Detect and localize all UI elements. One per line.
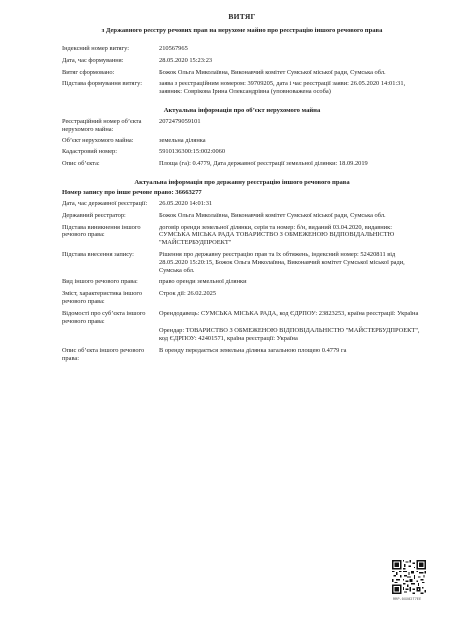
object-value: 5910136300:15:002:0060 [159,148,226,156]
right-label [62,327,159,343]
object-row [62,148,422,156]
right-label: Дата, час державної реєстрації: [62,199,148,207]
right-row [62,200,422,208]
right-section-title: Актуальна інформація про державну реєстрацію іншого речового права [134,178,350,186]
right-row [62,327,422,343]
qr-caption: RRP-0ХХ02Т7ЕЕ [393,597,422,601]
meta-label: Індексний номер витягу: [62,45,130,52]
object-value: 2072479059101 [159,117,201,125]
object-row [62,118,422,134]
object-label: Реєстраційний номер об’єкта нерухомого майна: [62,117,142,133]
right-value: Рішення про державну реєстрацію прав та їх обтяжень, індексний номер: 52420811 від 28.05.2020 15:20:15, Божок Ольга Миколаївна, Виконавчий комітет Сумської міської ради, Сумська обл. [159,250,405,274]
right-label: Відомості про суб’єкта іншого речового права: [62,309,146,325]
meta-value: заява з реєстраційним номером: 39709205, дата і час реєстрації заяви: 26.05.2020 14:01:31, заявник: Соврікова Ірина Олександрівна (уповноважена особа) [159,80,406,96]
object-value: земельна ділянка [159,136,206,144]
right-row [62,290,422,306]
meta-row [62,80,422,96]
document-subtitle: з Державного реєстру речових прав на нерухоме майно про реєстрацію іншого речового права [101,27,383,34]
right-label: Підстава внесення запису: [62,250,134,258]
object-value: Площа (га): 0.4779, Дата державної реєстрації земельної ділянки: 18.09.2019 [159,160,368,168]
right-value: Строк дії: 26.02.2025 [159,290,217,298]
document-title: ВИТЯГ [228,12,256,21]
right-label: Опис об’єкта іншого речового права: [62,346,145,362]
right-row [62,310,422,326]
object-label: Опис об’єкта: [62,160,100,168]
right-label: Вид іншого речового права: [62,278,138,286]
right-value: Орендодавець: СУМСЬКА МІСЬКА РАДА, код ЄДРПОУ: 23823253, країна реєстрації: Україна [159,309,419,317]
object-label: Об’єкт нерухомого майна: [62,136,134,144]
right-value: Орендар: ТОВАРИСТВО З ОБМЕЖЕНОЮ ВІДПОВІДАЛЬНІСТЮ "МАЙСТЕРБУДПРОЕКТ", код ЄДРПОУ: 42401571, країна реєстрації: Україна [159,327,420,343]
object-row [62,137,422,145]
right-value: право оренди земельної ділянки [159,278,247,286]
right-label: Зміст, характеристика іншого речового права: [62,290,143,305]
meta-value: Божок Ольга Миколаївна, Виконавчий комітет Сумської міської ради, Сумська обл. [159,68,386,76]
right-value: договір оренди земельної ділянки, серія та номер: б/н, виданий 03.04.2020, видавник: СУМСЬКА МІСЬКА РАДА ТОВАРИСТВО З ОБМЕЖЕНОЮ ВІДПОВІДАЛЬНІСТЮ "МАЙСТЕРБУДПРОЕКТ" [159,223,395,247]
meta-value: 210567965 [159,45,188,52]
right-section [62,200,422,363]
meta-label: Підстава формування витягу: [62,80,142,88]
meta-row [62,57,422,65]
right-value: В оренду передається земельна ділянка загальною площею 0.4779 га [159,346,347,354]
object-label: Кадастровий номер: [62,148,118,156]
meta-label: Витяг сформовано: [62,68,115,76]
meta-value: 28.05.2020 15:23:23 [159,56,213,64]
right-row [62,224,422,247]
right-row [62,347,422,363]
meta-label: Дата, час формування: [62,56,124,64]
right-value: Божок Ольга Миколаївна, Виконавчий комітет Сумської міської ради, Сумська обл. [159,211,386,219]
object-section-title: Актуальна інформація про об’єкт нерухомого майна [163,106,321,114]
object-row [62,160,422,168]
meta-row [62,45,422,53]
right-row [62,212,422,220]
right-row [62,251,422,274]
qr-code-icon [392,560,426,594]
meta-row [62,69,422,77]
record-number: Номер запису про інше речове право: 36663277 [62,188,202,196]
right-row [62,278,422,286]
right-value: 26.05.2020 14:01:31 [159,199,213,207]
object-section [62,118,422,168]
right-label: Підстава виникнення іншого речового права: [62,223,141,239]
meta-block [62,45,422,96]
right-label: Державний реєстратор: [62,211,126,219]
